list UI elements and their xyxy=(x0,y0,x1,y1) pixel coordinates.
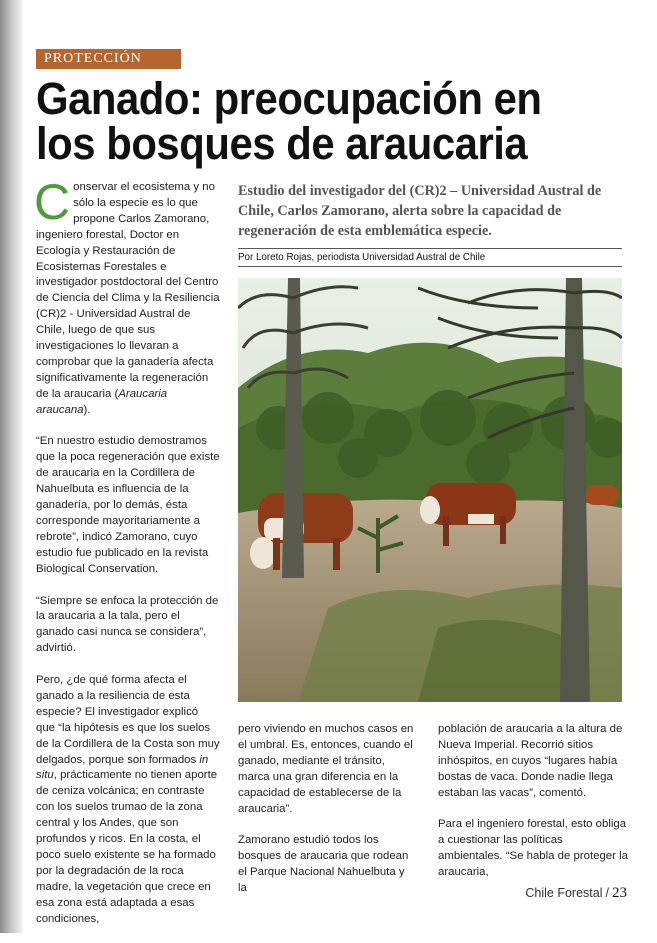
article-column-3 xyxy=(438,722,628,897)
paragraph-1-end: ). xyxy=(83,403,91,416)
cow-far-right xyxy=(586,485,618,505)
article-column-1 xyxy=(34,174,220,943)
page-number: 23 xyxy=(612,885,627,901)
paragraph-1-text: onservar el ecosistema y no sólo la especie es lo que propone Carlos Zamorano, ingeniero forestal, Doctor en Ecología y Restauración de Ecosistemas Forestales e investigador postdoctoral del Centro de Ciencia del Clima y la Resiliencia (CR)2 - Universidad Austral de Chile, luego de que sus investigaciones lo llevaran a comprobar que la ganadería afecta significativamente la regeneración de la araucaria ( xyxy=(36,181,220,400)
paragraph-2: “En nuestro estudio demostramos que la poca regeneración que existe de araucaria en la Cordillera de Nahuelbuta es influencia de la ganadería, por lo demás, ésta corresponde mayoritariamente a rebrote”, indicó Zamorano, cuyo estudio fue publicado en la revista Biological Conservation. xyxy=(36,435,220,575)
paragraph-8: Para el ingeniero forestal, esto obliga a cuestionar las políticas ambientales. “Se habla de proteger la araucaria, xyxy=(438,818,628,879)
paragraph-4 xyxy=(36,673,220,928)
footer-separator: / xyxy=(605,886,609,900)
paragraph-4-text: Pero, ¿de qué forma afecta el ganado a la resiliencia de esta especie? El investigador explicó que “la hipótesis es que los suelos de la Cordillera de la Costa son muy delgados, porque son formados xyxy=(36,674,220,766)
article-photo xyxy=(238,278,622,702)
headline xyxy=(36,73,594,169)
byline: Por Loreto Rojas, periodista Universidad Austral de Chile xyxy=(238,248,622,267)
article-deck: Estudio del investigador del (CR)2 – Universidad Austral de Chile, Carlos Zamorano, alerta sobre la capacidad de regeneración de esta emblemática especie. xyxy=(238,183,602,239)
section-tag: PROTECCIÓN xyxy=(36,49,181,69)
drop-cap: C xyxy=(34,174,71,230)
paragraph-3: “Siempre se enfoca la protección de la araucaria a la tala, pero el ganado casi nunca se considera”, advirtió. xyxy=(36,594,219,655)
paragraph-7: población de araucaria a la altura de Nueva Imperial. Recorrió sitios inhóspitos, en cuyos “lugares había bostas de vaca. Donde nadie llega estaban las vacas”, comentó. xyxy=(438,723,623,799)
page-spine-shadow xyxy=(0,0,24,933)
species-name: Araucaria araucana xyxy=(36,387,168,416)
headline-line-2: los bosques de araucaria xyxy=(36,118,528,169)
headline-line-1: Ganado: preocupación en xyxy=(36,73,542,124)
cattle-araucaria-forest-photo-icon xyxy=(238,278,622,702)
magazine-name: Chile Forestal xyxy=(525,886,603,900)
page-footer xyxy=(525,885,627,902)
paragraph-4-end: , prácticamente no tienen aporte de ceniza volcánica; en contraste con los suelos trumao de la zona central y los Andes, que son profundos y ricos. En la costa, el poco suelo existente se ha formado por la degradación de la roca madre, la vegetación que crece en esa zona está adaptada a esas condiciones, xyxy=(36,769,218,925)
paragraph-5: pero viviendo en muchos casos en el umbral. Es, entonces, cuando el ganado, mediante el tránsito, marca una gran diferencia en la capacidad de establecerse de la araucaria”. xyxy=(238,723,414,815)
paragraph-4-italic: in situ xyxy=(36,753,209,782)
paragraph-1 xyxy=(34,174,220,419)
article-column-2 xyxy=(238,722,416,913)
paragraph-6: Zamorano estudió todos los bosques de araucaria que rodean el Parque Nacional Nahuelbuta y la xyxy=(238,834,409,895)
